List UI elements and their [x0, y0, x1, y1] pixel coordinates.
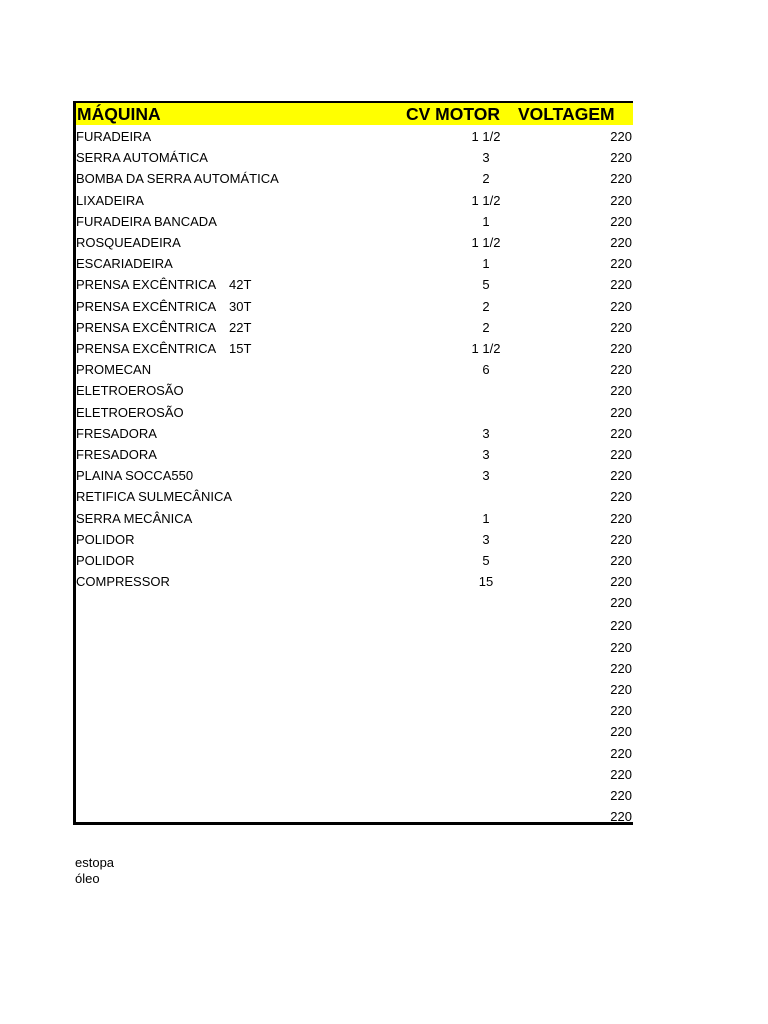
cell-voltagem: 220 [610, 298, 632, 314]
cell-maquina: ESCARIADEIRA [76, 256, 173, 272]
cell-cv-motor: 15 [478, 574, 494, 590]
cell-cv-motor: 5 [482, 277, 490, 293]
cell-cv-motor: 2 [482, 171, 490, 187]
cell-cv-motor: 1 [482, 256, 490, 272]
cell-voltagem: 220 [610, 574, 632, 590]
table-row [76, 423, 633, 444]
cell-cv-motor: 3 [482, 468, 490, 484]
table-row [76, 253, 633, 274]
cell-capacidade: 30T [229, 298, 252, 314]
cell-capacidade: 15T [229, 341, 252, 356]
cell-voltagem: 220 [610, 277, 632, 293]
table-row [76, 764, 633, 785]
table-row [76, 296, 633, 317]
table-row [76, 637, 633, 658]
cell-voltagem: 220 [610, 362, 632, 378]
cell-capacidade: 22T [229, 319, 252, 335]
cell-cv-motor: 2 [482, 298, 490, 314]
table-row [76, 380, 633, 401]
cell-voltagem: 220 [610, 235, 632, 250]
cell-maquina: FRESADORA [76, 425, 157, 441]
cell-maquina: PROMECAN [76, 362, 152, 378]
cell-cv-motor: 1 1/2 [471, 192, 501, 208]
table-row [76, 168, 633, 189]
table-row [76, 592, 633, 613]
header-cv-motor: CV MOTOR [406, 104, 500, 124]
cell-voltagem: 220 [610, 425, 632, 441]
cell-maquina: ELETROEROSÃO [76, 383, 184, 399]
cell-maquina: PRENSA EXCÊNTRICA [76, 319, 217, 335]
cell-cv-motor: 1 1/2 [471, 129, 501, 144]
cell-cv-motor: 1 1/2 [471, 341, 501, 356]
cell-voltagem: 220 [610, 788, 632, 803]
table-row [76, 785, 633, 806]
cell-voltagem: 220 [610, 682, 632, 697]
machines-table [73, 101, 633, 825]
notes [75, 855, 114, 887]
table-row [76, 679, 633, 700]
table-row [76, 402, 633, 423]
cell-voltagem: 220 [610, 150, 632, 166]
table-row [76, 615, 633, 636]
table-row [76, 806, 633, 827]
table-header [76, 103, 633, 125]
cell-maquina: PLAINA SOCCA550 [76, 468, 194, 484]
cell-maquina: LIXADEIRA [76, 192, 144, 208]
cell-capacidade: 42T [229, 277, 252, 293]
note-item: óleo [75, 871, 100, 886]
table-row [76, 232, 633, 253]
cell-voltagem: 220 [610, 595, 632, 611]
table-row [76, 274, 633, 295]
cell-maquina: FURADEIRA [76, 129, 152, 144]
table-row [76, 147, 633, 168]
cell-voltagem: 220 [610, 618, 632, 634]
cell-voltagem: 220 [610, 553, 632, 568]
cell-maquina: POLIDOR [76, 531, 135, 547]
cell-maquina: COMPRESSOR [76, 574, 170, 590]
table-row [76, 508, 633, 529]
cell-voltagem: 220 [610, 171, 632, 187]
cell-cv-motor: 1 [482, 213, 490, 229]
table-row [76, 190, 633, 211]
table-row [76, 743, 633, 764]
cell-voltagem: 220 [610, 489, 632, 505]
cell-voltagem: 220 [610, 703, 632, 719]
cell-voltagem: 220 [610, 745, 632, 761]
table-row [76, 571, 633, 592]
cell-voltagem: 220 [610, 724, 632, 740]
cell-voltagem: 220 [610, 766, 632, 782]
table-row [76, 359, 633, 380]
cell-voltagem: 220 [610, 213, 632, 229]
cell-maquina: ELETROEROSÃO [76, 404, 184, 420]
cell-voltagem: 220 [610, 256, 632, 272]
cell-maquina: ROSQUEADEIRA [76, 235, 181, 250]
cell-maquina: FRESADORA [76, 447, 157, 462]
table-row [76, 444, 633, 465]
table-row [76, 721, 633, 742]
table-row [76, 338, 633, 359]
cell-cv-motor: 6 [482, 362, 490, 378]
cell-cv-motor: 3 [482, 531, 490, 547]
cell-maquina: PRENSA EXCÊNTRICA [76, 277, 217, 293]
cell-voltagem: 220 [610, 319, 632, 335]
cell-voltagem: 220 [610, 510, 632, 526]
cell-voltagem: 220 [610, 447, 632, 462]
cell-cv-motor: 1 1/2 [471, 235, 501, 250]
cell-voltagem: 220 [610, 404, 632, 420]
cell-maquina: BOMBA DA SERRA AUTOMÁTICA [76, 171, 279, 187]
cell-maquina: SERRA AUTOMÁTICA [76, 150, 208, 166]
table-row [76, 317, 633, 338]
table-row [76, 126, 633, 147]
cell-cv-motor: 1 [482, 510, 490, 526]
table-row [76, 700, 633, 721]
cell-voltagem: 220 [610, 341, 632, 356]
cell-maquina: FURADEIRA BANCADA [76, 213, 217, 229]
cell-voltagem: 220 [610, 660, 632, 676]
cell-maquina: SERRA MECÂNICA [76, 510, 193, 526]
cell-voltagem: 220 [610, 383, 632, 399]
header-maquina: MÁQUINA [77, 104, 161, 124]
cell-cv-motor: 2 [482, 319, 490, 335]
cell-maquina: PRENSA EXCÊNTRICA [76, 298, 217, 314]
cell-cv-motor: 3 [482, 425, 490, 441]
table-row [76, 211, 633, 232]
cell-voltagem: 220 [610, 192, 632, 208]
cell-voltagem: 220 [610, 639, 632, 655]
cell-voltagem: 220 [610, 531, 632, 547]
cell-maquina: PRENSA EXCÊNTRICA [76, 341, 217, 356]
cell-voltagem: 220 [610, 468, 632, 484]
cell-cv-motor: 5 [482, 553, 490, 568]
cell-cv-motor: 3 [482, 447, 490, 462]
cell-maquina: RETIFICA SULMECÂNICA [76, 489, 233, 505]
header-voltagem: VOLTAGEM [518, 104, 615, 124]
table-row [76, 550, 633, 571]
cell-voltagem: 220 [610, 129, 632, 144]
table-row [76, 465, 633, 486]
cell-cv-motor: 3 [482, 150, 490, 166]
table-row [76, 658, 633, 679]
table-row [76, 529, 633, 550]
note-item: estopa [75, 855, 115, 870]
cell-voltagem: 220 [610, 809, 632, 825]
table-row [76, 486, 633, 507]
cell-maquina: POLIDOR [76, 553, 135, 568]
